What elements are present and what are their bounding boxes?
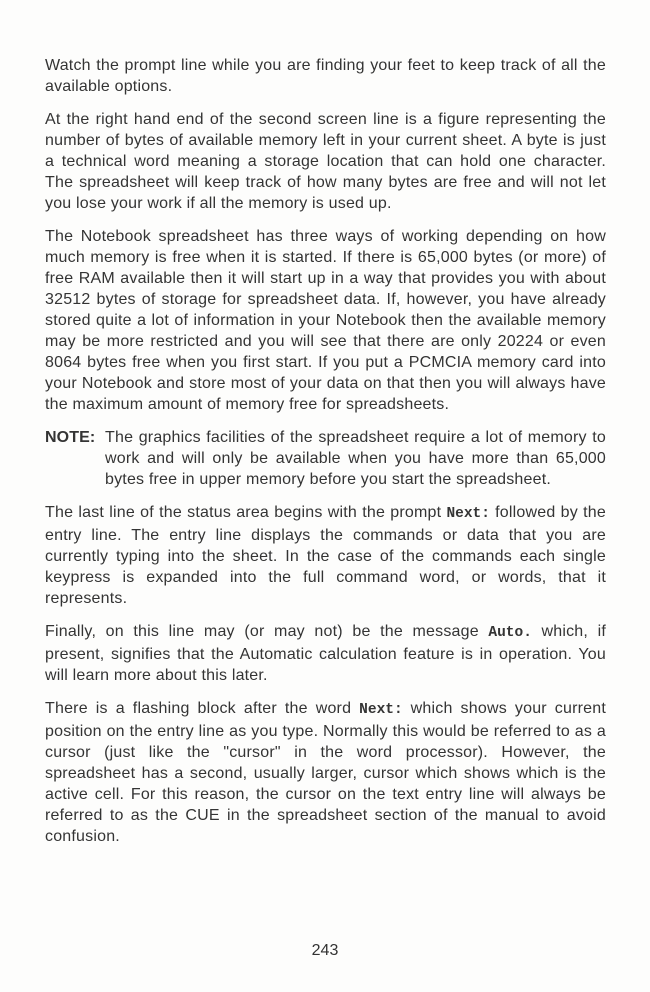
body-text-segment: At the right hand end of the second screen line is a figure representing the number of bytes of available memory left in your current sheet. A byte is just a technical word meaning a storage location that can hold one character. The spreadsheet will keep track of how many bytes are free and will not let you lose your work if all the memory is used up.: [45, 111, 606, 212]
page-body: [45, 55, 606, 859]
body-text-segment: followed by the entry line. The entry line displays the commands or data that you are currently typing into the sheet. In the case of the commands each single keypress is expanded into the full command word, or words, that it represents.: [45, 504, 606, 607]
body-text-segment: There is a flashing block after the word: [45, 700, 360, 717]
paragraph: [45, 502, 606, 609]
body-text-segment: which shows your current position on the entry line as you type. Normally this would be referred to as a cursor (just like the "cursor" in the word processor). However, the spreadsheet has a second, usually larger, cursor which shows which is the active cell. For this reason, the cursor on the text entry line will always be referred to as the CUE in the spreadsheet section of the manual to avoid confusion.: [45, 700, 607, 845]
note-paragraph: [45, 427, 606, 490]
note-label: NOTE:: [45, 429, 96, 446]
paragraph: [45, 55, 606, 97]
body-text-segment: which, if present, signifies that the Automatic calculation feature is in operation. You will learn more about this later.: [45, 623, 606, 684]
paragraph: [45, 621, 606, 686]
inline-code-term: Auto.: [488, 625, 532, 641]
body-text-segment: The last line of the status area begins with the prompt: [45, 504, 447, 521]
paragraph: [45, 698, 606, 847]
body-text-segment: The graphics facilities of the spreadsheet require a lot of memory to work and will only be available when you have more than 65,000 bytes free in upper memory before you start the spreadsheet.: [105, 429, 606, 488]
body-text-segment: Finally, on this line may (or may not) be the message: [45, 623, 489, 640]
page-number: 243: [311, 942, 339, 959]
body-text-segment: The Notebook spreadsheet has three ways of working depending on how much memory is free when it is started. If there is 65,000 bytes (or more) of free RAM available then it will start up in a way that provides you with about 32512 bytes of storage for spreadsheet data. If, however, you have already stored quite a lot of information in your Notebook then the available memory may be more restricted and you will see that there are only 20224 or even 8064 bytes free when you first start. If you put a PCMCIA memory card into your Notebook and store most of your data on that then you will always have the maximum amount of memory free for spreadsheets.: [45, 228, 606, 413]
paragraph: [45, 109, 606, 214]
body-text-segment: Watch the prompt line while you are finding your feet to keep track of all the available options.: [45, 57, 606, 95]
inline-code-term: Next:: [446, 506, 490, 522]
inline-code-term: Next:: [359, 702, 403, 718]
paragraph: [45, 226, 606, 415]
